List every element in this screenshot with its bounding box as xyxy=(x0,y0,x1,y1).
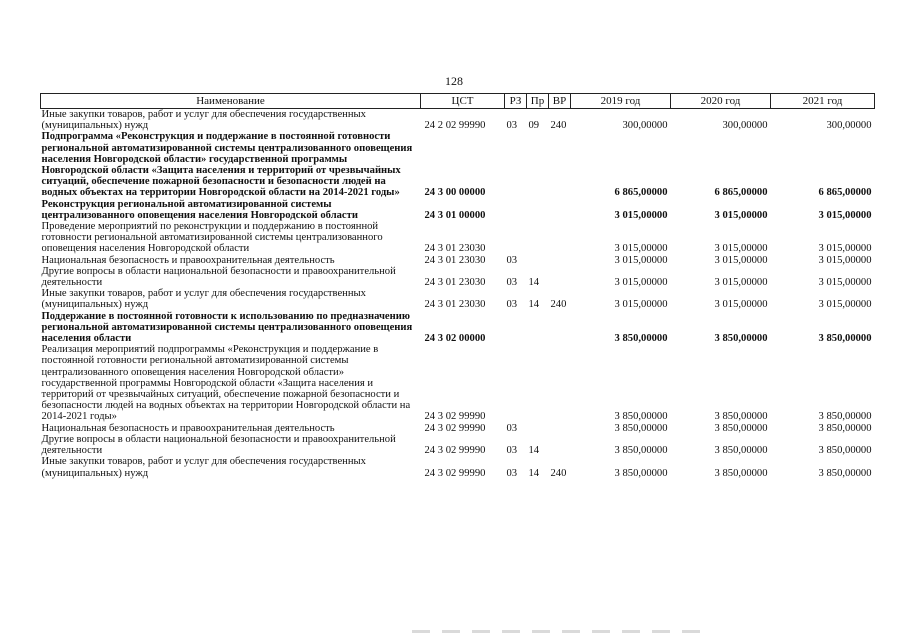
row-pr xyxy=(527,221,549,255)
row-cst: 24 3 01 23030 xyxy=(424,299,486,311)
row-cst: 24 3 02 00000 xyxy=(424,333,486,345)
row-vr xyxy=(549,434,571,456)
row-2021: 3 850,00000 xyxy=(818,422,872,434)
row-2019: 3 015,00000 xyxy=(614,243,668,255)
row-pr xyxy=(527,311,549,345)
row-2019: 3 015,00000 xyxy=(614,299,668,311)
row-2020: 3 850,00000 xyxy=(714,411,768,423)
row-pr: 09 xyxy=(528,120,540,132)
row-rz: 03 xyxy=(506,254,518,266)
row-2020: 3 850,00000 xyxy=(714,422,768,434)
row-rz xyxy=(505,131,527,198)
row-2019: 3 850,00000 xyxy=(614,467,668,479)
row-2019: 3 015,00000 xyxy=(614,277,668,289)
row-cst: 24 3 00 00000 xyxy=(424,187,486,199)
row-name: Проведение мероприятий по реконструкции и поддержанию в постоянной готовности региональной автоматизированной системы централизованного оповещения населения Новгородской области xyxy=(41,221,383,255)
row-pr xyxy=(527,344,549,422)
table-row xyxy=(41,288,875,310)
row-pr: 14 xyxy=(528,467,540,479)
row-vr xyxy=(549,344,571,422)
page-number: 128 xyxy=(445,74,463,88)
row-2019: 6 865,00000 xyxy=(614,187,668,199)
row-vr xyxy=(549,266,571,288)
row-pr: 14 xyxy=(528,277,540,289)
budget-table xyxy=(40,93,875,479)
row-pr xyxy=(527,255,549,266)
row-pr: 14 xyxy=(528,299,540,311)
row-rz: 03 xyxy=(506,299,518,311)
row-2021: 3 015,00000 xyxy=(818,243,872,255)
row-rz xyxy=(505,221,527,255)
row-vr: 240 xyxy=(550,467,567,479)
row-2020: 3 015,00000 xyxy=(714,209,768,221)
row-pr xyxy=(527,423,549,434)
row-2021: 3 850,00000 xyxy=(818,467,872,479)
row-name: Подпрограмма «Реконструкция и поддержание в постоянной готовности региональной автоматизированной системы централизованного оповещения населения Новгородской области» государственной программы Новгородской области «Защита населения и территорий от чрезвычайных ситуаций, обеспечение пожарной безопасности и безопасности людей на водных объектах на территории Новгородской области на 2014-2021 годы» xyxy=(41,131,413,199)
table-row xyxy=(41,344,875,422)
row-name: Иные закупки товаров, работ и услуг для обеспечения государственных (муниципальных) нужд xyxy=(41,456,366,479)
row-vr xyxy=(549,311,571,345)
row-2021: 3 015,00000 xyxy=(818,277,872,289)
row-cst: 24 3 01 23030 xyxy=(424,277,486,289)
row-2020: 3 015,00000 xyxy=(714,243,768,255)
row-rz xyxy=(505,344,527,422)
row-2019: 3 850,00000 xyxy=(614,333,668,345)
row-vr: 240 xyxy=(550,299,567,311)
table-row xyxy=(41,199,875,221)
row-name: Национальная безопасность и правоохранительная деятельность xyxy=(41,422,335,434)
row-cst: 24 3 02 99990 xyxy=(424,445,486,457)
row-2019: 300,00000 xyxy=(622,120,668,132)
row-rz: 03 xyxy=(506,445,518,457)
header-pr: Пр xyxy=(527,94,549,109)
row-rz: 03 xyxy=(506,422,518,434)
row-2020: 6 865,00000 xyxy=(714,187,768,199)
row-2021: 3 015,00000 xyxy=(818,299,872,311)
table-row xyxy=(41,434,875,456)
row-rz xyxy=(505,311,527,345)
row-name: Реализация мероприятий подпрограммы «Реконструкция и поддержание в постоянной готовности региональной автоматизированной системы централизованного оповещения населения Новгородской области» государственной программы Новгородской области «Защита населения и территорий от чрезвычайных ситуаций, обеспечение пожарной безопасности и безопасности людей на водных объектах на территории Новгородской области на 2014-2021 годы» xyxy=(41,344,411,423)
row-2020: 3 015,00000 xyxy=(714,254,768,266)
row-name: Иные закупки товаров, работ и услуг для обеспечения государственных (муниципальных) нужд xyxy=(41,288,366,311)
row-2019: 3 850,00000 xyxy=(614,422,668,434)
table-row xyxy=(41,266,875,288)
table-row xyxy=(41,131,875,198)
table-header-row xyxy=(41,94,875,109)
row-cst: 24 3 02 99990 xyxy=(424,411,486,423)
table-row xyxy=(41,456,875,478)
row-2020: 3 850,00000 xyxy=(714,467,768,479)
row-pr xyxy=(527,199,549,221)
row-name: Другие вопросы в области национальной безопасности и правоохранительной деятельности xyxy=(41,433,396,457)
row-2020: 3 850,00000 xyxy=(714,445,768,457)
table-row xyxy=(41,109,875,132)
row-vr xyxy=(549,423,571,434)
row-name: Другие вопросы в области национальной безопасности и правоохранительной деятельности xyxy=(41,265,396,289)
header-2021: 2021 год xyxy=(771,94,875,109)
row-cst: 24 3 02 99990 xyxy=(424,422,486,434)
row-2019: 3 850,00000 xyxy=(614,445,668,457)
row-vr xyxy=(549,255,571,266)
scan-artifact-marks xyxy=(412,630,712,633)
row-2021: 3 850,00000 xyxy=(818,411,872,423)
row-2019: 3 015,00000 xyxy=(614,209,668,221)
row-2020: 3 015,00000 xyxy=(714,299,768,311)
row-cst: 24 3 01 23030 xyxy=(424,254,486,266)
row-rz: 03 xyxy=(506,120,518,132)
header-name: Наименование xyxy=(41,94,421,109)
row-cst: 24 3 02 99990 xyxy=(424,467,486,479)
row-pr: 14 xyxy=(528,445,540,457)
row-2020: 300,00000 xyxy=(722,120,768,132)
row-2021: 300,00000 xyxy=(826,120,872,132)
header-2019: 2019 год xyxy=(571,94,671,109)
row-rz xyxy=(505,199,527,221)
table-row xyxy=(41,255,875,266)
row-name: Поддержание в постоянной готовности к использованию по предназначению региональной автоматизированной системы централизованного оповещения населения области xyxy=(41,310,413,345)
row-2021: 6 865,00000 xyxy=(818,187,872,199)
table-row xyxy=(41,221,875,255)
row-2021: 3 015,00000 xyxy=(818,209,872,221)
row-2019: 3 015,00000 xyxy=(614,254,668,266)
row-name: Национальная безопасность и правоохранительная деятельность xyxy=(41,254,335,266)
header-2020: 2020 год xyxy=(671,94,771,109)
header-rz: РЗ xyxy=(505,94,527,109)
row-cst: 24 2 02 99990 xyxy=(424,120,486,132)
row-vr xyxy=(549,131,571,198)
row-rz: 03 xyxy=(506,277,518,289)
header-cst: ЦСТ xyxy=(421,94,505,109)
row-name: Реконструкция региональной автоматизированной системы централизованного оповещения населения Новгородской области xyxy=(41,198,358,221)
row-2020: 3 850,00000 xyxy=(714,333,768,345)
row-2020: 3 015,00000 xyxy=(714,277,768,289)
table-row xyxy=(41,423,875,434)
row-2021: 3 850,00000 xyxy=(818,333,872,345)
table-row xyxy=(41,311,875,345)
row-vr: 240 xyxy=(550,120,567,132)
row-vr xyxy=(549,221,571,255)
row-name: Иные закупки товаров, работ и услуг для обеспечения государственных (муниципальных) нужд xyxy=(41,109,366,132)
row-2019: 3 850,00000 xyxy=(614,411,668,423)
header-vr: ВР xyxy=(549,94,571,109)
row-pr xyxy=(527,131,549,198)
row-2021: 3 015,00000 xyxy=(818,254,872,266)
row-rz: 03 xyxy=(506,467,518,479)
row-cst: 24 3 01 00000 xyxy=(424,209,486,221)
row-2021: 3 850,00000 xyxy=(818,445,872,457)
row-cst: 24 3 01 23030 xyxy=(424,243,486,255)
row-vr xyxy=(549,199,571,221)
